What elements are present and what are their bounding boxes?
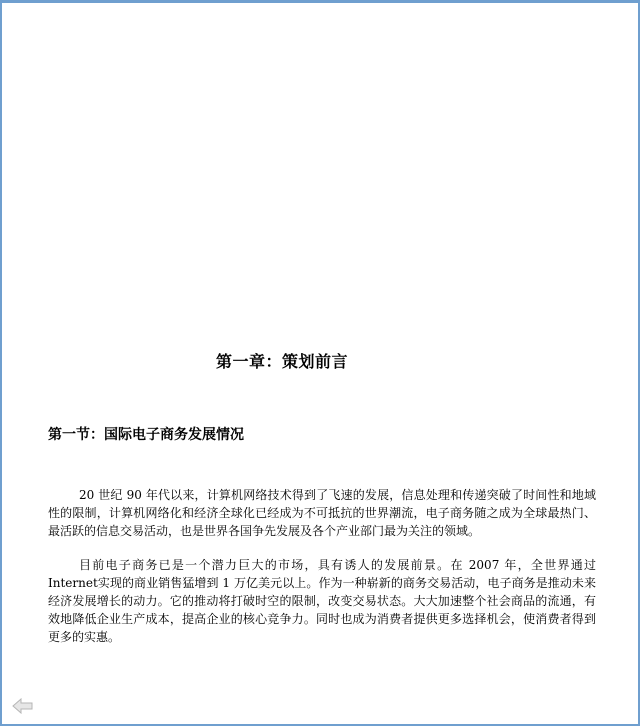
chapter-title: 第一章：策划前言 [215,352,348,371]
document-page [2,3,638,724]
back-arrow-icon[interactable] [12,698,34,714]
paragraph-1: 20 世纪 90 年代以来，计算机网络技术得到了飞速的发展，信息处理和传递突破了时间性和地域性的限制，计算机网络化和经济全球化已经成为不可抵抗的世界潮流，电子商务随之成为全球最热门、最活跃的信息交易活动，也是世界各国争先发展及各个产业部门最为关注的领域。 [48,488,596,538]
section-title: 第一节：国际电子商务发展情况 [48,427,244,443]
paragraph-2: 目前电子商务已是一个潜力巨大的市场，具有诱人的发展前景。在 2007 年，全世界通过 Internet实现的商业销售猛增到 1 万亿美元以上。作为一种崭新的商务交易活动，电子商务是推动未来经济发展增长的动力。它的推动将打破时空的限制，改变交易状态。大大加速整个社会商品的流通，有效地降低企业生产成本，提高企业的核心竞争力。同时也成为消费者提供更多选择机会，使消费者得到更多的实惠。 [48,558,596,644]
